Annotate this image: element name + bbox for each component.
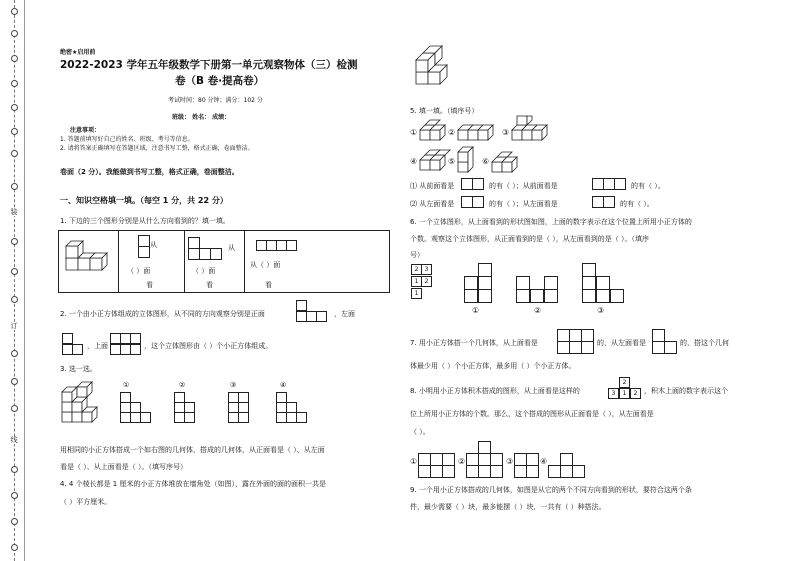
q3-text-2: 看是（ ）、从上面看是（ ）。（填写序号） bbox=[60, 463, 187, 471]
q6-opt3-square bbox=[596, 276, 610, 290]
q3-opt2-square bbox=[184, 412, 195, 423]
q5-num-1: ① bbox=[410, 128, 418, 137]
q2-top-square bbox=[130, 333, 141, 344]
q2-front-square bbox=[316, 311, 327, 322]
q1-cong1: 从 bbox=[150, 241, 157, 249]
q1-blank1: （ ）面 bbox=[127, 267, 151, 275]
corner-cubes-figure bbox=[414, 44, 464, 92]
q8-grid-cell: 2 bbox=[619, 377, 630, 388]
q8-opt4-square bbox=[572, 465, 585, 478]
q8-opt1-square bbox=[442, 465, 455, 478]
q6-opt2-square bbox=[516, 289, 530, 303]
q1-view3-square bbox=[286, 240, 297, 251]
q6-opt1-square bbox=[478, 263, 492, 277]
q9-text-2: 件，最少需要（ ）块，最多能摆（ ）块，一共有（ ）种搭法。 bbox=[410, 503, 606, 511]
q5-sub2-shape-a bbox=[472, 196, 484, 208]
binding-circle bbox=[11, 350, 18, 357]
q5-num-6: ⑥ bbox=[482, 157, 490, 166]
section1-heading: 一、知识空格填一填。（每空 1 分，共 22 分） bbox=[60, 196, 228, 205]
q5-sub2-b: 的有（ ）；从左面看是 bbox=[489, 200, 558, 208]
q2-left-square bbox=[62, 333, 73, 344]
q1-divider bbox=[118, 230, 119, 293]
q3-text: 3. 选一选。 bbox=[60, 365, 97, 373]
binding-circle bbox=[11, 518, 18, 525]
q1-kan2: 看 bbox=[206, 281, 213, 289]
q3-text-1: 用相同的小正方体搭成一个如右图的几何体，搭成的几何体，从正面看是（ ）、从左面 bbox=[60, 446, 325, 454]
q3-num-4: ④ bbox=[280, 381, 287, 389]
notes-title: 注意事项： bbox=[70, 127, 101, 134]
q7-text-b: 的，从左面看是 bbox=[597, 339, 646, 347]
q1-solid-figure bbox=[64, 238, 116, 278]
q1-divider bbox=[244, 230, 245, 293]
q6-text-3: 号） bbox=[410, 251, 424, 259]
q6-opt3-square bbox=[582, 276, 596, 290]
q6-opt3-square bbox=[610, 289, 624, 303]
q6-opt2-square bbox=[544, 289, 558, 303]
q9-text-1: 9. 一个用小正方体搭成的几何体，如图是从它的两个不同方向看到的形状，要符合这两个条 bbox=[410, 486, 692, 494]
binding-char: 订 bbox=[10, 322, 18, 330]
q4-text-2: （ ）平方厘米。 bbox=[60, 498, 112, 506]
q1-kan3: 看 bbox=[265, 281, 272, 289]
q3-num-2: ② bbox=[179, 381, 186, 389]
q6-opt1-square bbox=[478, 276, 492, 290]
binding-circle bbox=[11, 128, 18, 135]
q5-num-4: ④ bbox=[410, 157, 418, 166]
binding-char: 线 bbox=[10, 436, 18, 444]
binding-circle bbox=[11, 150, 18, 157]
q8-num-1: ① bbox=[410, 457, 418, 466]
q3-opt1-square bbox=[140, 412, 151, 423]
q5-fig4 bbox=[418, 148, 452, 174]
q6-opt2-square bbox=[544, 276, 558, 290]
binding-char: 装 bbox=[10, 208, 18, 216]
q5-sub1-shape-b bbox=[614, 178, 626, 190]
q7-text-2: 体最少用（ ）个小正方体，最多用（ ）个小正方体。 bbox=[410, 362, 576, 370]
paper-title-line2: 卷（B 卷·提高卷） bbox=[175, 75, 265, 87]
q8-text-2: 位上所用小正方体的个数。那么，这个搭成的图形从正面看是（ ），从左面看是 bbox=[410, 410, 654, 418]
q6-grid-cell: 1 bbox=[411, 288, 422, 299]
q5-sub2-a: ⑵ 从左面看是 bbox=[410, 200, 455, 208]
q1-view1-square bbox=[138, 246, 150, 258]
q6-num-1: ① bbox=[472, 306, 480, 315]
binding-circle bbox=[11, 80, 18, 87]
q8-opt2-square bbox=[490, 465, 503, 478]
q3-num-1: ① bbox=[123, 381, 130, 389]
q6-grid-cell: 2 bbox=[421, 276, 432, 287]
q5-num-5: ⑤ bbox=[448, 157, 456, 166]
q3-opt3-square bbox=[238, 412, 249, 423]
exam-info: 考试时间：80 分钟；满分：102 分 bbox=[168, 97, 263, 104]
note-2: 2. 请将答案正确填写在答题区域，注意书写工整，格式正确，卷面整洁。 bbox=[60, 145, 254, 152]
q6-grid-cell: 3 bbox=[421, 264, 432, 275]
neatness-line: 卷面（2 分）。我能做到书写工整，格式正确，卷面整洁。 bbox=[60, 168, 239, 176]
q8-num-2: ② bbox=[458, 457, 466, 466]
q6-opt1-square bbox=[478, 289, 492, 303]
q5-num-2: ② bbox=[448, 128, 456, 137]
q5-text: 5. 填一填。（填序号） bbox=[410, 107, 479, 115]
q7-text-a: 7. 用小正方体搭一个几何体，从上面看是 bbox=[410, 339, 538, 347]
binding-circle bbox=[11, 183, 18, 190]
q5-sub1-b: 的有（ ）；从前面看是 bbox=[489, 182, 558, 190]
binding-circle bbox=[11, 8, 18, 15]
q1-blank2: （ ）面 bbox=[192, 267, 216, 275]
q5-sub1-c: 的有（ ）。 bbox=[631, 182, 665, 190]
binding-solid-line bbox=[24, 0, 25, 561]
q6-text-2: 个数。观察这个立体图形，从正面看到的是（ ），从左面看到的是（ ）。（填序 bbox=[410, 235, 649, 243]
q6-opt2-square bbox=[530, 289, 544, 303]
q5-fig3 bbox=[510, 116, 560, 144]
q6-opt2-square bbox=[516, 276, 530, 290]
q5-fig5 bbox=[456, 146, 480, 176]
q3-solid-figure bbox=[60, 378, 112, 428]
q8-grid-cell: 3 bbox=[608, 388, 619, 399]
q7-left-square bbox=[664, 341, 677, 354]
note-1: 1. 答题前填写好自己的姓名、班级、考号等信息。 bbox=[60, 136, 194, 143]
q4-text-1: 4. 4 个棱长都是 1 厘米的小正方体堆放在墙角处（如图），露在外面的面的面积一共是 bbox=[60, 480, 326, 488]
q1-divider bbox=[184, 230, 185, 293]
q6-opt3-square bbox=[582, 263, 596, 277]
binding-circle bbox=[11, 378, 18, 385]
q8-grid-cell: 2 bbox=[630, 388, 641, 399]
q1-text: 1. 下边的三个图形分别是从什么方向看到的？填一填。 bbox=[60, 217, 230, 225]
q6-num-3: ③ bbox=[597, 306, 605, 315]
q5-num-3: ③ bbox=[502, 128, 510, 137]
binding-circle bbox=[11, 296, 18, 303]
q6-grid-cell: 2 bbox=[411, 264, 422, 275]
q2-text-a: 2. 一个由小正方体组成的立体图形，从不同的方向观察分别是正面 bbox=[60, 310, 265, 318]
q2-text-d: ，这个立体图形由（ ）个小正方体组成。 bbox=[144, 342, 273, 350]
q6-grid-cell: 1 bbox=[411, 276, 422, 287]
q5-sub2-shape-b bbox=[603, 196, 615, 208]
binding-circle bbox=[11, 268, 18, 275]
q1-blank3: 从（ ）面 bbox=[250, 261, 281, 269]
q7-text-c: 的，搭这个几何 bbox=[680, 339, 729, 347]
q3-num-3: ③ bbox=[230, 381, 237, 389]
q8-text-b: ，积木上面的数字表示这个 bbox=[644, 387, 728, 395]
paper-title-line1: 2022-2023 学年五年级数学下册第一单元观察物体（三）检测 bbox=[60, 59, 358, 71]
q2-front-square bbox=[296, 300, 307, 311]
q5-sub2-c: 的有（ ）。 bbox=[620, 200, 654, 208]
q8-num-3: ③ bbox=[506, 457, 514, 466]
q8-num-4: ④ bbox=[540, 457, 548, 466]
q1-kan1: 看 bbox=[146, 281, 153, 289]
q5-fig6 bbox=[490, 146, 524, 176]
q8-grid-cell: 1 bbox=[619, 388, 630, 399]
binding-strip bbox=[0, 0, 36, 561]
q6-opt1-square bbox=[464, 276, 478, 290]
q5-sub1-a: ⑴ 从前面看是 bbox=[410, 182, 455, 190]
q6-num-2: ② bbox=[534, 306, 542, 315]
q6-text-1: 6. 一个立体图形，从上面看到的形状图如图，上面的数字表示在这个位置上所用小正方体的 bbox=[410, 218, 692, 226]
binding-circle bbox=[11, 405, 18, 412]
q1-cong2: 从 bbox=[228, 244, 235, 252]
q2-text-b: ，左面 bbox=[334, 310, 355, 318]
binding-circle bbox=[11, 238, 18, 245]
binding-circle bbox=[11, 30, 18, 37]
q5-sub1-shape-a bbox=[472, 178, 484, 190]
student-info: 班级： 姓名： 成绩： bbox=[172, 114, 231, 121]
q2-left-square bbox=[72, 344, 83, 355]
q7-top-square bbox=[581, 341, 594, 354]
q5-fig2 bbox=[456, 118, 504, 144]
q8-text-3: （ ）。 bbox=[410, 428, 430, 436]
q8-opt3-square bbox=[526, 465, 539, 478]
q6-opt3-square bbox=[582, 289, 596, 303]
q2-text-c: ，上面 bbox=[87, 342, 108, 350]
binding-circle bbox=[11, 466, 18, 473]
binding-circle bbox=[11, 55, 18, 62]
q6-opt3-square bbox=[596, 289, 610, 303]
binding-circle bbox=[11, 104, 18, 111]
q3-opt4-square bbox=[296, 412, 307, 423]
q1-view2-square bbox=[210, 248, 222, 260]
binding-circle bbox=[11, 544, 18, 551]
q2-top-square bbox=[130, 344, 141, 355]
q6-opt1-square bbox=[464, 289, 478, 303]
q5-fig1 bbox=[418, 118, 452, 144]
q8-text-a: 8. 小明用小正方体积木搭成的图形，从上面看是这样的 bbox=[410, 387, 580, 395]
binding-circle bbox=[11, 492, 18, 499]
secret-label: 绝密★启用前 bbox=[60, 49, 96, 56]
